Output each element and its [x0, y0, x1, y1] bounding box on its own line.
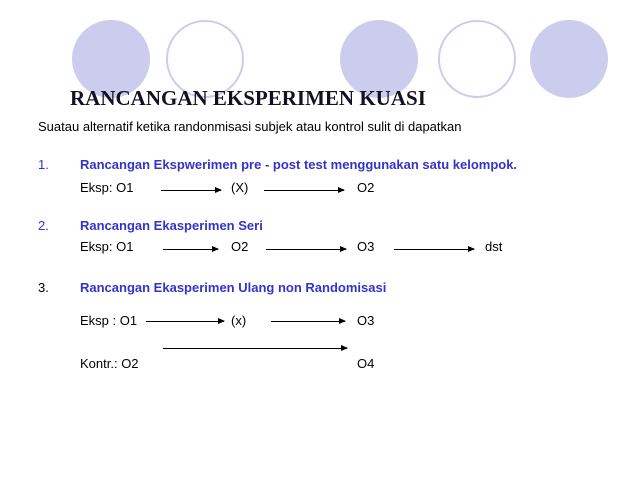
slide-title: RANCANGAN EKSPERIMEN KUASI [70, 86, 426, 110]
section-1-mid: (X) [231, 180, 249, 195]
section-2-extra: dst [485, 239, 503, 254]
decor-circle-4 [438, 20, 516, 98]
section-1-label: Eksp: O1 [80, 180, 134, 195]
section-3-row2-arrow [163, 348, 347, 349]
section-3-row1-mid: (x) [231, 313, 247, 328]
section-2-mid: O2 [231, 239, 249, 254]
section-3-row1-end: O3 [357, 313, 375, 328]
section-1-number: 1. [38, 157, 49, 172]
slide-subtitle: Suatau alternatif ketika randonmisasi subjek atau kontrol sulit di dapatkan [38, 119, 462, 134]
section-2-arrow-1 [163, 249, 218, 250]
section-2-heading: Rancangan Ekasperimen Seri [80, 218, 263, 233]
section-2-end: O3 [357, 239, 375, 254]
section-1-end: O2 [357, 180, 375, 195]
section-3-row1-arrow-1 [146, 321, 224, 322]
decor-circle-5 [530, 20, 608, 98]
section-1-arrow-1 [161, 190, 221, 191]
section-2-arrow-3 [394, 249, 474, 250]
section-3-row2-label: Kontr.: O2 [80, 356, 139, 371]
section-2-number: 2. [38, 218, 49, 233]
section-2-label: Eksp: O1 [80, 239, 134, 254]
section-3-row1-arrow-2 [271, 321, 345, 322]
section-3-heading: Rancangan Ekasperimen Ulang non Randomisasi [80, 280, 387, 295]
section-1-heading: Rancangan Ekspwerimen pre - post test menggunakan satu kelompok. [80, 157, 518, 172]
section-1-arrow-2 [264, 190, 344, 191]
section-3-row2-end: O4 [357, 356, 375, 371]
section-3-row1-label: Eksp : O1 [80, 313, 138, 328]
section-3-number: 3. [38, 280, 49, 295]
section-2-arrow-2 [266, 249, 346, 250]
